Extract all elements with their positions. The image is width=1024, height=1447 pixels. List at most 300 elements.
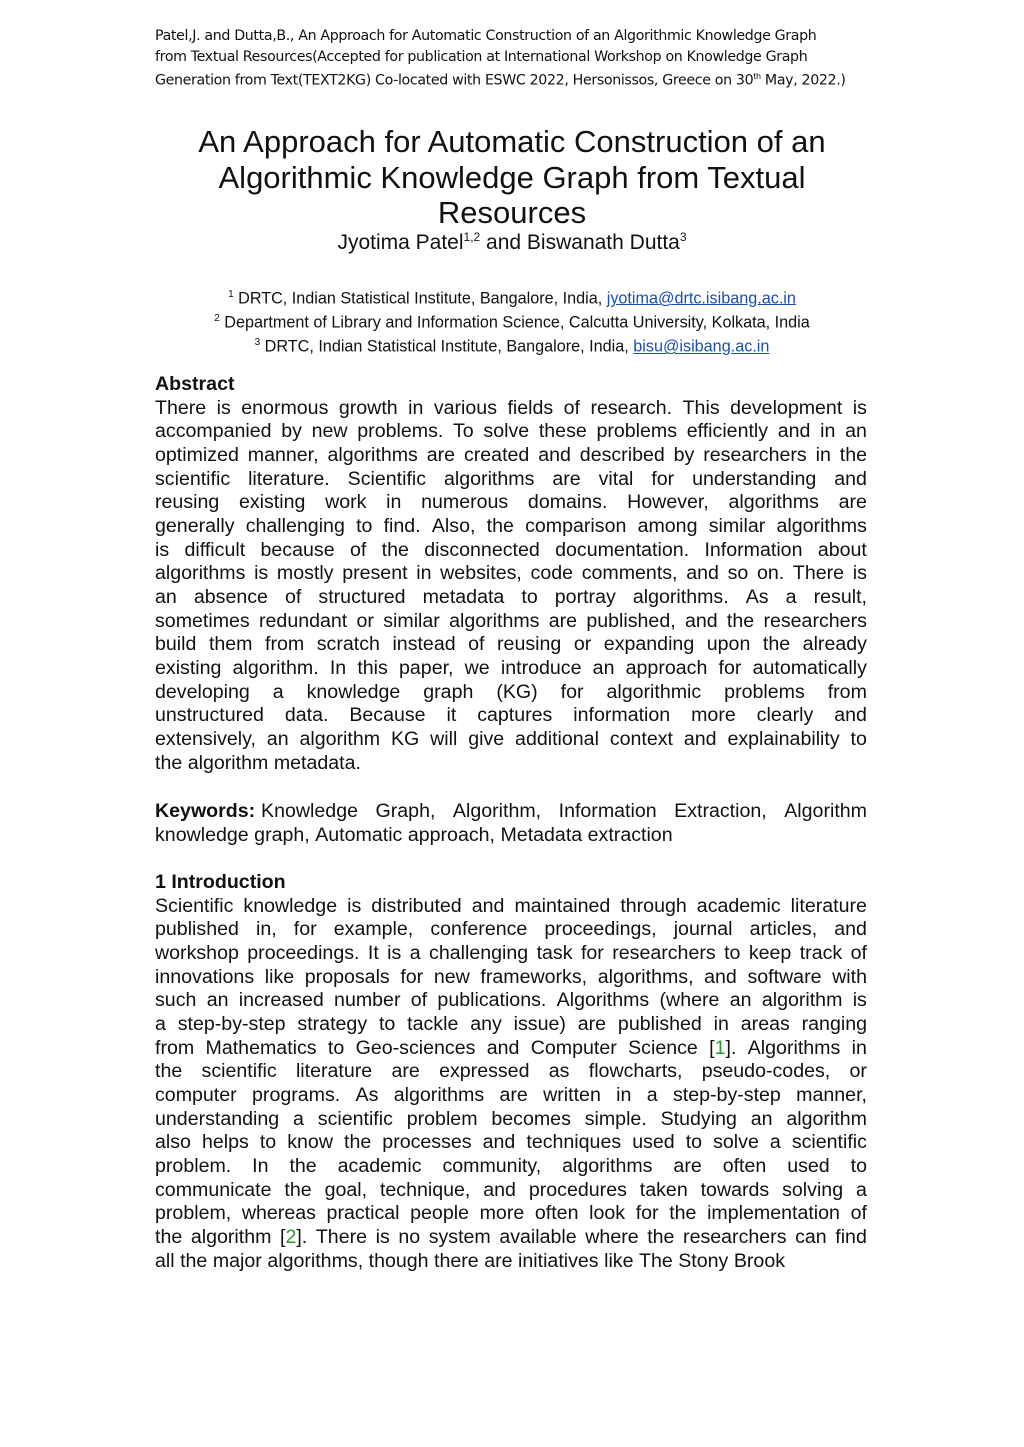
word: efficiently bbox=[686, 420, 769, 443]
word: There bbox=[315, 1225, 368, 1248]
word: with bbox=[832, 965, 867, 988]
word: are bbox=[673, 1154, 702, 1177]
word: tackle bbox=[407, 1012, 459, 1035]
word: described bbox=[579, 443, 665, 466]
word: in bbox=[820, 420, 836, 443]
word: them bbox=[208, 633, 253, 656]
word: system bbox=[428, 1225, 491, 1248]
text-line bbox=[155, 444, 867, 468]
word: instead bbox=[392, 633, 456, 656]
word: flowcharts, bbox=[588, 1060, 683, 1083]
word: and bbox=[538, 443, 571, 466]
word: in bbox=[713, 1012, 729, 1035]
word: people bbox=[410, 1202, 469, 1225]
word: is bbox=[852, 396, 867, 419]
word: disconnected bbox=[424, 538, 540, 561]
word: or bbox=[356, 609, 374, 632]
word: approach, bbox=[407, 823, 495, 846]
text-line bbox=[155, 491, 867, 515]
word: algorithms bbox=[155, 562, 246, 585]
word: documentation. bbox=[555, 538, 690, 561]
text-line bbox=[155, 1250, 867, 1274]
word: algorithms. bbox=[632, 585, 729, 608]
word: The bbox=[638, 1249, 673, 1272]
text-line bbox=[155, 942, 867, 966]
word: techniques bbox=[526, 1131, 622, 1154]
word: extensively, bbox=[155, 727, 256, 750]
word: literature bbox=[295, 1060, 373, 1083]
text-line bbox=[155, 610, 867, 634]
word: difficult bbox=[184, 538, 246, 561]
word: also bbox=[155, 1131, 191, 1154]
superscript: th bbox=[753, 72, 761, 82]
text-line bbox=[155, 1084, 867, 1108]
word: Geo-sciences bbox=[355, 1036, 476, 1059]
affiliation bbox=[0, 309, 1024, 333]
word: a bbox=[785, 585, 797, 608]
word: an bbox=[592, 656, 615, 679]
word: problem bbox=[406, 1107, 478, 1130]
word: understanding bbox=[692, 467, 817, 490]
text-line bbox=[155, 657, 867, 681]
word: are bbox=[484, 1249, 513, 1272]
word: the bbox=[344, 1131, 372, 1154]
word: manner, bbox=[247, 443, 319, 466]
word: articles, bbox=[749, 918, 818, 941]
title-line: An Approach for Automatic Construction of an bbox=[198, 124, 826, 159]
word: it bbox=[446, 704, 457, 727]
word: is bbox=[216, 396, 231, 419]
word: the bbox=[180, 1249, 208, 1272]
word: There bbox=[155, 396, 207, 419]
word: manner, bbox=[796, 1083, 867, 1106]
word: of bbox=[468, 633, 485, 656]
word: scratch bbox=[316, 633, 380, 656]
word: researchers bbox=[683, 1225, 787, 1248]
word: for bbox=[400, 965, 424, 988]
word: in bbox=[408, 396, 424, 419]
word: in, bbox=[255, 918, 277, 941]
word: generally bbox=[155, 514, 235, 537]
abstract-heading: Abstract bbox=[155, 373, 235, 395]
word: algorithms bbox=[444, 467, 535, 490]
word: literature bbox=[790, 894, 867, 917]
word: the bbox=[289, 1154, 317, 1177]
word: for bbox=[635, 1202, 659, 1225]
word: areas bbox=[740, 1012, 790, 1035]
word: for bbox=[580, 941, 604, 964]
word: algorithms bbox=[327, 443, 418, 466]
word: to bbox=[259, 1131, 277, 1154]
word: (KG) bbox=[496, 680, 538, 703]
word: publications. bbox=[437, 989, 547, 1012]
word: data. bbox=[284, 704, 329, 727]
word: researchers bbox=[703, 443, 807, 466]
word: frameworks, bbox=[480, 965, 588, 988]
paper-title bbox=[0, 124, 1024, 231]
word: the bbox=[839, 443, 867, 466]
word: code bbox=[530, 562, 574, 585]
text-line bbox=[155, 1037, 867, 1061]
word: among bbox=[637, 514, 698, 537]
authors bbox=[0, 230, 1024, 255]
word: technique, bbox=[379, 1178, 471, 1201]
word: often bbox=[722, 1154, 767, 1177]
word: portray bbox=[554, 585, 616, 608]
word: is bbox=[375, 1225, 390, 1248]
word: similar bbox=[383, 609, 440, 632]
word: published, bbox=[586, 609, 676, 632]
word: Algorithms bbox=[747, 1036, 841, 1059]
word: knowledge bbox=[243, 894, 338, 917]
citation-link[interactable]: 2 bbox=[285, 1225, 297, 1248]
word: about bbox=[817, 538, 867, 561]
word: and bbox=[686, 562, 719, 585]
word: fields bbox=[507, 396, 554, 419]
word: the bbox=[381, 538, 409, 561]
author-name: Jyotima Patel bbox=[337, 231, 464, 254]
introduction-section bbox=[155, 871, 867, 1273]
word: algorithm bbox=[761, 989, 843, 1012]
word: accompanied bbox=[155, 420, 272, 443]
word: community, bbox=[442, 1154, 542, 1177]
word: more bbox=[691, 704, 736, 727]
word: so bbox=[727, 562, 749, 585]
word: Graph, bbox=[375, 800, 436, 822]
word: the bbox=[726, 609, 755, 632]
affiliation bbox=[0, 333, 1024, 357]
word: and bbox=[834, 467, 867, 490]
text-line bbox=[155, 1179, 867, 1203]
word: scientific bbox=[317, 1107, 393, 1130]
word: Scientific bbox=[155, 894, 234, 917]
word: implementation bbox=[707, 1202, 840, 1225]
word: are bbox=[391, 1060, 420, 1083]
word: algorithms, bbox=[597, 965, 694, 988]
text-line bbox=[155, 681, 867, 705]
word: unstructured bbox=[155, 704, 264, 727]
word: to bbox=[521, 585, 538, 608]
word: solving bbox=[782, 1178, 844, 1201]
word: algorithm bbox=[190, 1225, 272, 1248]
word: available bbox=[499, 1225, 577, 1248]
word: explainability bbox=[727, 727, 840, 750]
keywords-text bbox=[261, 800, 867, 824]
word: created bbox=[463, 443, 530, 466]
word: Science bbox=[628, 1036, 698, 1059]
affiliation-marker: 1 bbox=[228, 289, 234, 300]
word: like bbox=[264, 965, 295, 988]
word: [1]. bbox=[709, 1036, 737, 1059]
word: and bbox=[683, 727, 717, 750]
word: result, bbox=[813, 585, 867, 608]
word: an bbox=[155, 585, 177, 608]
word: taken bbox=[639, 1178, 688, 1201]
word: vital bbox=[598, 467, 634, 490]
word: scientific bbox=[201, 1060, 277, 1083]
keywords-line bbox=[155, 800, 867, 824]
word: algorithms bbox=[562, 1154, 653, 1177]
word: there bbox=[434, 1249, 479, 1272]
word: and bbox=[834, 704, 867, 727]
word: helps bbox=[201, 1131, 249, 1154]
word: algorithms, bbox=[267, 1249, 364, 1272]
affiliation-marker: 3 bbox=[679, 230, 687, 244]
word: conference bbox=[430, 918, 528, 941]
word: these bbox=[538, 420, 587, 443]
publication-note-line: Patel,J. and Dutta,B., An Approach for Automatic Construction of an Algorithmic Knowledge Graph bbox=[155, 28, 817, 44]
text-line bbox=[155, 1155, 867, 1179]
word: Information bbox=[704, 538, 803, 561]
text-line bbox=[155, 586, 867, 610]
word: algorithms bbox=[449, 609, 540, 632]
word: comparison bbox=[525, 514, 627, 537]
word: the bbox=[155, 751, 183, 774]
email-link[interactable]: bisu@isibang.ac.in bbox=[633, 337, 770, 356]
word: as bbox=[548, 1060, 570, 1083]
word: this bbox=[357, 656, 388, 679]
word: Algorithm, bbox=[452, 800, 542, 822]
introduction-body bbox=[155, 895, 867, 1274]
word: paper, bbox=[399, 656, 454, 679]
word: written bbox=[543, 1083, 601, 1106]
word: Stony bbox=[678, 1249, 729, 1272]
word: proposals bbox=[304, 965, 390, 988]
word: enormous bbox=[241, 396, 329, 419]
introduction-heading: 1 Introduction bbox=[155, 871, 286, 893]
word: Computer bbox=[530, 1036, 617, 1059]
word: numerous bbox=[421, 491, 509, 514]
word: [2]. bbox=[280, 1225, 308, 1248]
abstract-section bbox=[155, 373, 867, 775]
word: structured bbox=[318, 585, 406, 608]
word: challenging bbox=[245, 514, 345, 537]
word: example, bbox=[333, 918, 414, 941]
word: captures bbox=[477, 704, 553, 727]
publication-note-line: from Textual Resources(Accepted for publication at International Workshop on Knowledge Graph bbox=[155, 48, 808, 65]
word: additional bbox=[515, 727, 599, 750]
word: from bbox=[827, 680, 867, 703]
word: strategy bbox=[297, 1012, 368, 1035]
text-line bbox=[155, 633, 867, 657]
word: academic bbox=[337, 1154, 422, 1177]
word: maintained bbox=[514, 894, 611, 917]
word: initiatives bbox=[518, 1249, 599, 1272]
word: approach bbox=[625, 656, 708, 679]
word: on. bbox=[756, 562, 785, 585]
word: reusing bbox=[497, 633, 562, 656]
word: information bbox=[573, 704, 671, 727]
word: innovations bbox=[155, 965, 255, 988]
keywords-line bbox=[155, 824, 867, 848]
word: graph bbox=[423, 680, 474, 703]
affiliation bbox=[0, 285, 1024, 309]
email-link[interactable]: jyotima@drtc.isibang.ac.in bbox=[606, 289, 796, 308]
word: In bbox=[329, 656, 347, 679]
word: such bbox=[155, 989, 197, 1012]
word: ranging bbox=[801, 1012, 867, 1035]
word: Extraction, bbox=[674, 800, 767, 822]
word: for bbox=[293, 918, 317, 941]
word: algorithms bbox=[393, 1083, 485, 1106]
publication-note-line bbox=[155, 67, 875, 91]
word: growth bbox=[338, 396, 398, 419]
word: algorithms bbox=[728, 491, 819, 514]
word: is bbox=[387, 941, 402, 964]
word: and bbox=[704, 965, 737, 988]
word: distributed bbox=[371, 894, 462, 917]
word: because bbox=[260, 538, 335, 561]
word: in bbox=[416, 562, 432, 585]
word: Metadata bbox=[500, 823, 583, 846]
affiliation-text: Department of Library and Information Science, Calcutta University, Kolkata, India bbox=[219, 313, 810, 332]
word: the bbox=[155, 1225, 183, 1248]
word: whereas bbox=[241, 1202, 316, 1225]
word: researchers bbox=[763, 609, 867, 632]
word: algorithm bbox=[187, 751, 269, 774]
word: researchers bbox=[612, 941, 716, 964]
word: and bbox=[777, 420, 811, 443]
word: comments, bbox=[581, 562, 678, 585]
word: the bbox=[762, 633, 791, 656]
word: communicate bbox=[155, 1178, 272, 1201]
word: As bbox=[745, 585, 769, 608]
text-line bbox=[155, 468, 867, 492]
word: literature. bbox=[248, 467, 330, 490]
title-line: Algorithmic Knowledge Graph from Textual bbox=[218, 159, 806, 195]
title-line: Resources bbox=[437, 195, 587, 230]
word: is bbox=[347, 894, 362, 917]
word: present bbox=[342, 562, 408, 585]
word: from bbox=[265, 633, 305, 656]
word: where bbox=[585, 1225, 639, 1248]
word: knowledge bbox=[306, 680, 401, 703]
affiliation-marker: 1,2 bbox=[463, 230, 481, 244]
word: step-by-step bbox=[673, 1083, 781, 1106]
word: Knowledge bbox=[261, 800, 359, 822]
word: and bbox=[471, 894, 505, 917]
affiliation-marker: 3 bbox=[254, 337, 261, 349]
word: the bbox=[486, 514, 514, 537]
word: in bbox=[616, 1083, 632, 1106]
publication-note bbox=[155, 26, 875, 92]
keywords-section bbox=[155, 800, 867, 847]
word: new bbox=[311, 420, 348, 443]
word: an bbox=[729, 989, 752, 1012]
word: new bbox=[433, 965, 470, 988]
word: to bbox=[724, 941, 741, 964]
word: of bbox=[410, 989, 428, 1012]
text-line bbox=[155, 966, 867, 990]
word: solve bbox=[483, 420, 530, 443]
word: workshop bbox=[155, 941, 239, 964]
citation-link[interactable]: 1 bbox=[714, 1036, 726, 1059]
affiliations bbox=[0, 285, 1024, 358]
word: from bbox=[155, 1036, 195, 1059]
word: to bbox=[327, 1036, 345, 1059]
word: Brook bbox=[733, 1249, 786, 1272]
word: Algorithm bbox=[784, 800, 867, 822]
word: Information bbox=[558, 800, 657, 822]
word: published bbox=[617, 1012, 702, 1035]
word: software bbox=[747, 965, 822, 988]
word: problem, bbox=[155, 1202, 232, 1225]
word: computer bbox=[155, 1083, 237, 1106]
word: metadata. bbox=[273, 751, 361, 774]
word: Scientific bbox=[347, 467, 427, 490]
word: for bbox=[560, 680, 584, 703]
word: work bbox=[325, 491, 367, 514]
word: and bbox=[482, 1131, 516, 1154]
word: track bbox=[799, 941, 843, 964]
text-line bbox=[155, 1226, 867, 1250]
word: and bbox=[486, 1036, 520, 1059]
word: a bbox=[856, 1178, 867, 1201]
word: goal, bbox=[324, 1178, 368, 1201]
word: of bbox=[285, 585, 302, 608]
word: This bbox=[682, 396, 720, 419]
word: proceedings, bbox=[544, 918, 657, 941]
word: is bbox=[852, 989, 867, 1012]
word: to bbox=[850, 727, 867, 750]
word: of bbox=[850, 1202, 867, 1225]
word: algorithmic bbox=[606, 680, 702, 703]
word: (where bbox=[659, 989, 720, 1012]
word: As bbox=[355, 1083, 379, 1106]
word: no bbox=[398, 1225, 421, 1248]
word: task bbox=[536, 941, 573, 964]
text-line bbox=[155, 1013, 867, 1037]
word: various bbox=[433, 396, 497, 419]
word: major bbox=[212, 1249, 262, 1272]
word: and bbox=[684, 609, 718, 632]
word: look bbox=[589, 1202, 626, 1225]
word: graph, bbox=[254, 823, 310, 846]
word: metadata bbox=[422, 585, 505, 608]
text-line bbox=[155, 704, 867, 728]
word: a bbox=[155, 1012, 166, 1035]
word: find bbox=[835, 1225, 867, 1248]
affiliation-text: DRTC, Indian Statistical Institute, Bangalore, India, bbox=[260, 337, 634, 356]
word: redundant bbox=[259, 609, 348, 632]
word: are bbox=[499, 1083, 528, 1106]
word: of bbox=[563, 396, 580, 419]
word: and bbox=[483, 1178, 516, 1201]
word: development bbox=[730, 396, 843, 419]
word: is bbox=[155, 538, 170, 561]
word: a bbox=[646, 1083, 658, 1106]
word: already bbox=[802, 633, 867, 656]
word: number bbox=[334, 989, 401, 1012]
word: a bbox=[409, 941, 421, 964]
word: are bbox=[426, 443, 456, 466]
text-line bbox=[155, 539, 867, 563]
word: any bbox=[470, 1012, 502, 1035]
affiliation-marker: 2 bbox=[214, 313, 220, 325]
word: Algorithms bbox=[556, 989, 650, 1012]
word: are bbox=[577, 1012, 607, 1035]
word: increased bbox=[238, 989, 324, 1012]
author-name: and Biswanath Dutta bbox=[480, 231, 680, 254]
word: in bbox=[851, 1036, 867, 1059]
word: the bbox=[669, 1202, 697, 1225]
word: journal bbox=[673, 918, 733, 941]
abstract-body bbox=[155, 397, 867, 776]
word: we bbox=[464, 656, 490, 679]
word: domains. bbox=[527, 491, 608, 514]
word: in bbox=[386, 491, 402, 514]
word: Mathematics bbox=[205, 1036, 317, 1059]
